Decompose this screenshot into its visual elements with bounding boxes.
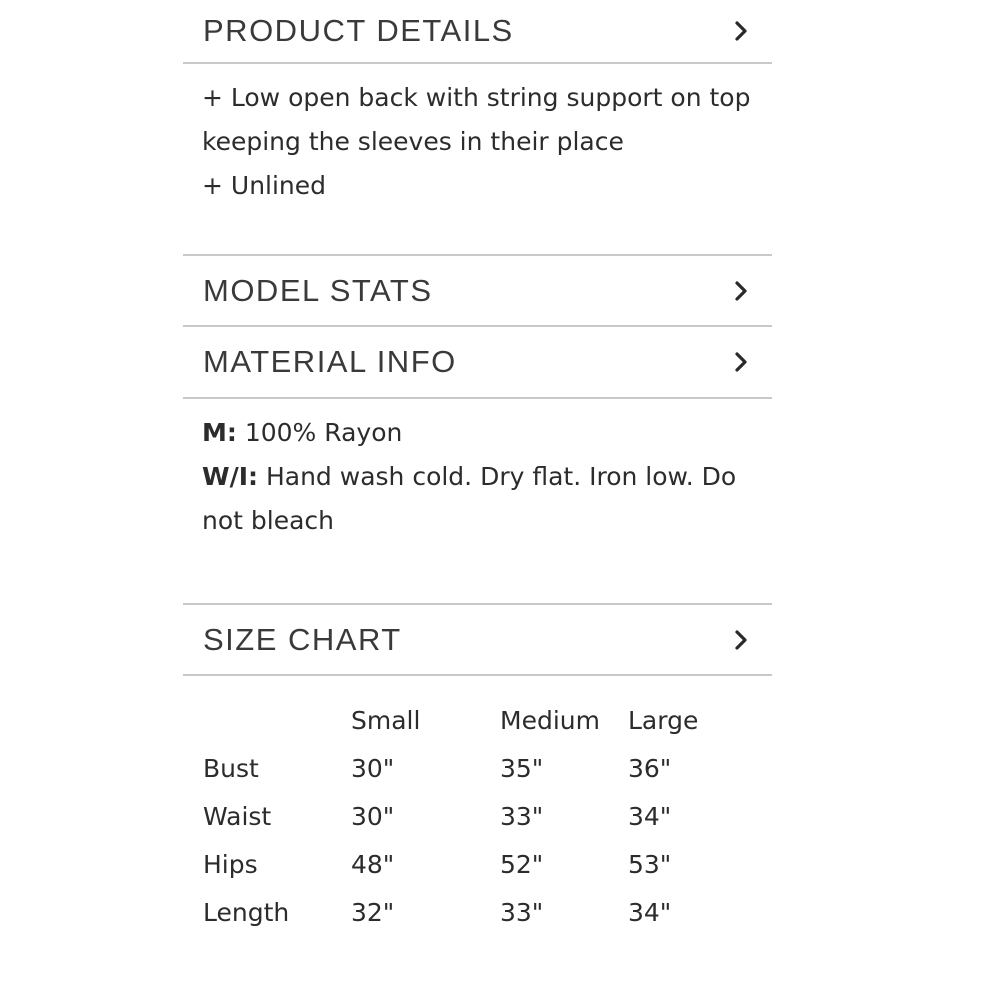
table-cell: 32" bbox=[351, 897, 395, 927]
size-header-row bbox=[203, 696, 728, 744]
wash-value: Hand wash cold. Dry flat. Iron low. Do not bleach bbox=[202, 462, 737, 535]
table-cell: 35" bbox=[500, 753, 544, 783]
table-cell: 30" bbox=[351, 753, 395, 783]
product-info-panel bbox=[183, 0, 772, 956]
table-cell: 34" bbox=[628, 801, 672, 831]
detail-line: + Unlined bbox=[202, 171, 327, 200]
material-info-title: MATERIAL INFO bbox=[203, 344, 457, 379]
table-cell: 34" bbox=[628, 897, 672, 927]
table-cell: 30" bbox=[351, 801, 395, 831]
size-header-large: Large bbox=[628, 705, 699, 735]
table-cell: 36" bbox=[628, 753, 672, 783]
size-header-medium: Medium bbox=[500, 705, 600, 735]
model-stats-title: MODEL STATS bbox=[203, 272, 433, 308]
row-label: Waist bbox=[203, 801, 272, 831]
table-cell: 33" bbox=[500, 897, 544, 927]
size-chart-table bbox=[203, 696, 728, 936]
detail-line: keeping the sleeves in their place bbox=[202, 127, 624, 156]
size-header-blank bbox=[203, 696, 351, 744]
chevron-right-icon[interactable] bbox=[730, 20, 752, 42]
chevron-right-icon[interactable] bbox=[730, 280, 752, 302]
chevron-right-icon[interactable] bbox=[730, 351, 752, 373]
material-line bbox=[202, 411, 752, 455]
table-row bbox=[203, 888, 728, 936]
wash-line bbox=[202, 455, 752, 543]
table-row bbox=[203, 840, 728, 888]
table-cell: 48" bbox=[351, 849, 395, 879]
product-details-title: PRODUCT DETAILS bbox=[203, 13, 514, 48]
detail-line: + Low open back with string support on top bbox=[202, 83, 751, 112]
material-label: M: bbox=[202, 418, 237, 447]
table-row bbox=[203, 744, 728, 792]
table-row bbox=[203, 792, 728, 840]
model-stats-header[interactable] bbox=[183, 254, 772, 327]
chevron-right-icon[interactable] bbox=[730, 629, 752, 651]
table-cell: 52" bbox=[500, 849, 544, 879]
material-info-body bbox=[183, 399, 772, 603]
row-label: Length bbox=[203, 897, 290, 927]
material-value: 100% Rayon bbox=[236, 418, 403, 447]
material-info-header[interactable] bbox=[183, 327, 772, 399]
product-details-body bbox=[183, 64, 772, 254]
size-header-small: Small bbox=[351, 705, 421, 735]
size-chart-header[interactable] bbox=[183, 603, 772, 676]
product-details-header[interactable] bbox=[183, 0, 772, 64]
size-chart-body bbox=[183, 676, 772, 956]
size-chart-title: SIZE CHART bbox=[203, 621, 402, 657]
row-label: Bust bbox=[203, 753, 259, 783]
table-cell: 53" bbox=[628, 849, 672, 879]
wash-label: W/I: bbox=[202, 462, 259, 491]
row-label: Hips bbox=[203, 849, 258, 879]
table-cell: 33" bbox=[500, 801, 544, 831]
